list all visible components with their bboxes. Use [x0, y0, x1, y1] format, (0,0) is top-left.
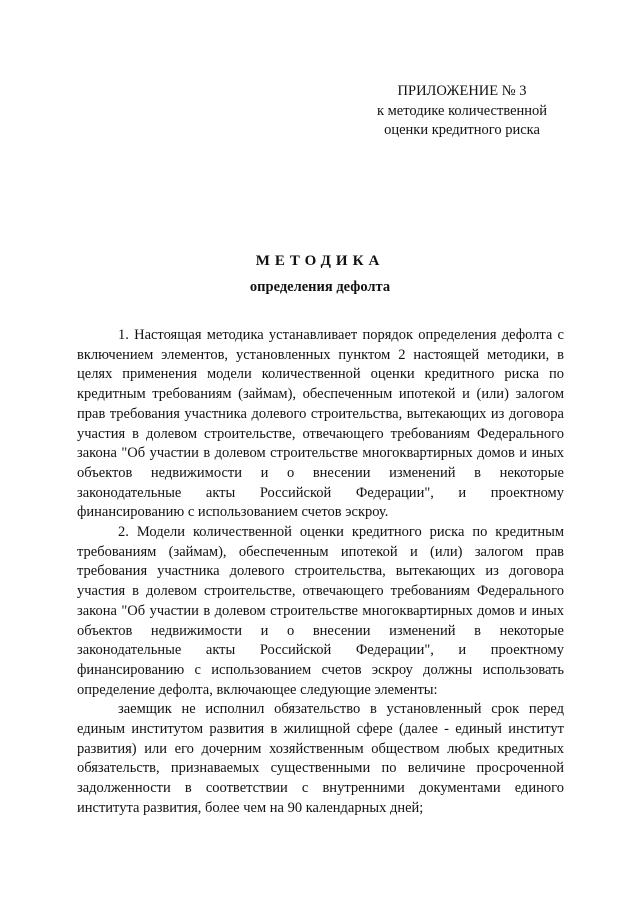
paragraph-1: 1. Настоящая методика устанавливает порядок определения дефолта с включением элементов, установленных пунктом 2 настоящей методики, в целях применения модели количественной оценки кредитного риска по кредитным требованиям (займам), обеспеченным ипотекой и (или) залогом прав требования участника долевого строительства, вытекающих из договора участия в долевом строительстве, отвечающего требованиям Федерального закона "Об участии в долевом строительстве многоквартирных домов и иных объектов недвижимости и о внесении изменений в некоторые законодательные акты Российской Федерации", и проектному финансированию с использованием счетов эскроу.: [77, 327, 564, 521]
document-title: МЕТОДИКА: [255, 253, 385, 269]
appendix-header: [362, 82, 562, 141]
appendix-number: ПРИЛОЖЕНИЕ № 3: [397, 83, 527, 99]
paragraph-3: заемщик не исполнил обязательство в установленный срок перед единым институтом развития в жилищной сфере (далее - единый институт развития) или его дочерним хозяйственным обществом любых кредитных обязательств, признаваемых существенными по величине просроченной задолженности в соответствии с внутренними документами единого института развития, более чем на 90 календарных дней;: [77, 701, 564, 816]
document-body: [77, 326, 564, 819]
document-subtitle: определения дефолта: [249, 279, 391, 295]
appendix-reference-line1: к методике количественной: [376, 102, 548, 119]
appendix-reference-line2: оценки кредитного риска: [384, 122, 540, 138]
paragraph-2: 2. Модели количественной оценки кредитного риска по кредитным требованиям (займам), обеспеченным ипотекой и (или) залогом прав требования участника долевого строительства, вытекающих из договора участия в долевом строительстве, отвечающего требованиям Федерального закона "Об участии в долевом строительстве многоквартирных домов и иных объектов недвижимости и о внесении изменений в некоторые законодательные акты Российской Федерации", и проектному финансированию с использованием счетов эскроу должны использовать определение дефолта, включающее следующие элементы:: [77, 524, 564, 698]
